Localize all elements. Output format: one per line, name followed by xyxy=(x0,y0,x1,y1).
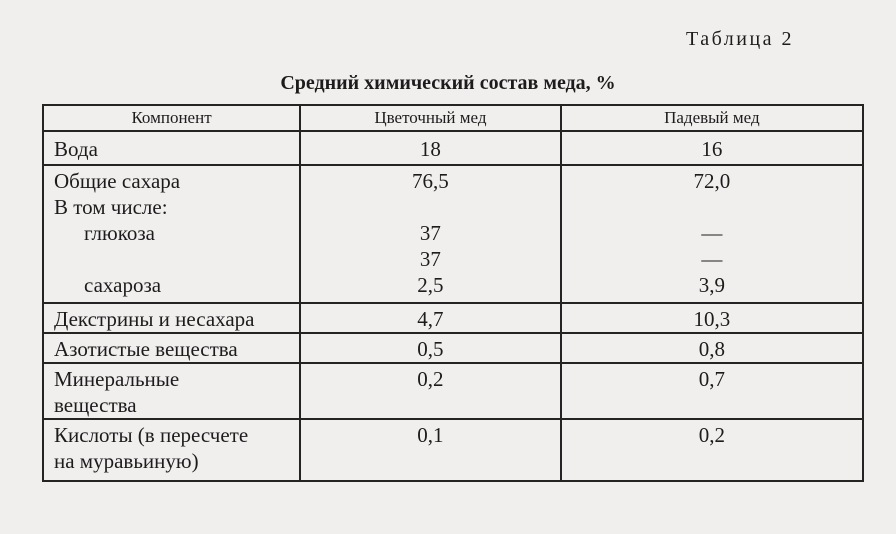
table-row-sugars xyxy=(43,165,863,303)
including-honeydew-blank xyxy=(562,194,862,220)
sucrose-flower-value: 2,5 xyxy=(417,273,444,297)
row-name xyxy=(43,419,300,481)
sugars-flower-value: 76,5 xyxy=(412,169,449,193)
row-name xyxy=(43,333,300,363)
water-honeydew-value: 16 xyxy=(701,137,723,161)
row-value-honeydew xyxy=(561,419,863,481)
row-value-flower xyxy=(300,165,561,303)
row-value-honeydew xyxy=(561,165,863,303)
nitrogen-honeydew-value: 0,8 xyxy=(698,337,725,361)
including-flower-blank xyxy=(301,194,560,220)
row-name xyxy=(43,363,300,419)
glucose-label: глюкоза xyxy=(84,221,155,245)
dextrins-flower-value: 4,7 xyxy=(417,307,444,331)
minerals-flower-value: 0,2 xyxy=(417,367,444,391)
nitrogen-label: Азотистые вещества xyxy=(54,337,238,361)
acids-label-line1: Кислоты (в пересчете xyxy=(54,423,249,447)
water-flower-value: 18 xyxy=(419,137,441,161)
including-label: В том числе: xyxy=(54,195,168,219)
row-value-honeydew xyxy=(561,363,863,419)
header-component: Компонент xyxy=(43,105,300,131)
acids-honeydew-value: 0,2 xyxy=(698,423,725,447)
row-value-flower xyxy=(300,303,561,333)
row-name xyxy=(43,131,300,165)
table-row-dextrins xyxy=(43,303,863,333)
honey-composition-table xyxy=(42,104,864,482)
row-value-honeydew xyxy=(561,333,863,363)
sucrose-label: сахароза xyxy=(84,273,162,297)
sugars-honeydew-value: 72,0 xyxy=(693,169,731,193)
row-name xyxy=(43,303,300,333)
table-row-water xyxy=(43,131,863,165)
minerals-label-line2: вещества xyxy=(54,393,137,417)
row-value-flower xyxy=(300,131,561,165)
fructose-label xyxy=(54,246,299,272)
row-value-flower xyxy=(300,363,561,419)
dextrins-honeydew-value: 10,3 xyxy=(693,307,731,331)
table-number-label: Таблица 2 xyxy=(686,28,795,50)
row-value-flower xyxy=(300,419,561,481)
header-honeydew-honey: Падевый мед xyxy=(561,105,863,131)
glucose-flower-value: 37 xyxy=(419,221,441,245)
table-row-minerals xyxy=(43,363,863,419)
header-flower-honey: Цветочный мед xyxy=(300,105,561,131)
table-row-nitrogen xyxy=(43,333,863,363)
dextrins-label: Декстрины и несахара xyxy=(54,307,255,331)
acids-label-line2: на муравьиную) xyxy=(54,449,199,473)
sucrose-honeydew-value: 3,9 xyxy=(698,273,725,297)
water-label: Вода xyxy=(54,137,98,161)
row-value-flower xyxy=(300,333,561,363)
fructose-honeydew-value: — xyxy=(701,247,723,271)
minerals-honeydew-value: 0,7 xyxy=(698,367,725,391)
row-name xyxy=(43,165,300,303)
table-row-acids xyxy=(43,419,863,481)
glucose-honeydew-value: — xyxy=(701,221,723,245)
acids-flower-value: 0,1 xyxy=(417,423,444,447)
row-value-honeydew xyxy=(561,131,863,165)
minerals-label-line1: Минеральные xyxy=(54,367,180,391)
table-title xyxy=(0,72,896,95)
table-title-text: Средний химический состав меда, % xyxy=(280,72,616,94)
table-header-row xyxy=(43,105,863,131)
sugars-label: Общие сахара xyxy=(54,169,181,193)
fructose-flower-value: 37 xyxy=(419,247,441,271)
row-value-honeydew xyxy=(561,303,863,333)
nitrogen-flower-value: 0,5 xyxy=(417,337,444,361)
